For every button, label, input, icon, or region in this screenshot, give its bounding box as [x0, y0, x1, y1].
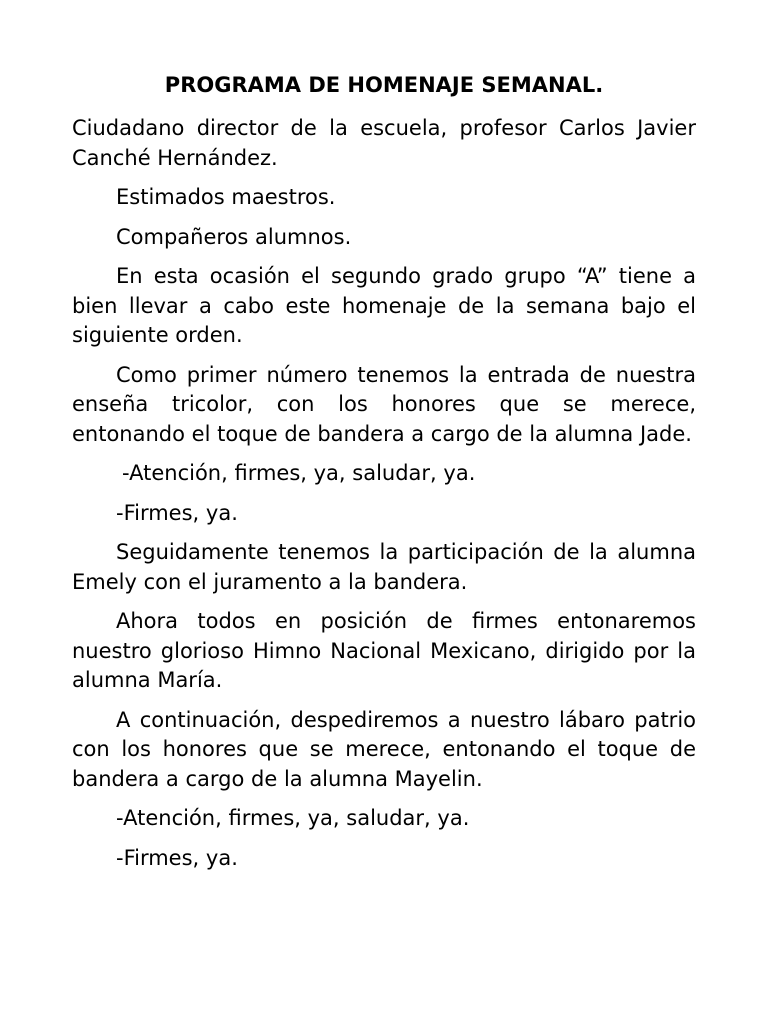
- paragraph-flag-entrance: Como primer número tenemos la entrada de nuestra enseña tricolor, con los honores que se merece, entonando el toque de bandera a cargo de la alumna Jade.: [72, 362, 696, 446]
- paragraph-flag-oath: Seguidamente tenemos la participación de la alumna Emely con el juramento a la bandera.: [72, 540, 696, 594]
- paragraph-command-salute-1: -Atención, firmes, ya, saludar, ya.: [122, 461, 476, 485]
- paragraph-national-anthem: Ahora todos en posición de firmes entonaremos nuestro glorioso Himno Nacional Mexicano, dirigido por la alumna María.: [72, 609, 696, 692]
- paragraph-greeting-director: Ciudadano director de la escuela, profesor Carlos Javier Canché Hernández.: [72, 116, 696, 170]
- document-title: PROGRAMA DE HOMENAJE SEMANAL.: [164, 73, 604, 97]
- paragraph-greeting-teachers: Estimados maestros.: [116, 185, 336, 209]
- paragraph-command-firm-1: -Firmes, ya.: [116, 500, 238, 525]
- paragraph-introduction: En esta ocasión el segundo grado grupo “A” tiene a bien llevar a cabo este homenaje de la semana bajo el siguiente orden.: [72, 264, 696, 347]
- paragraph-flag-farewell: A continuación, despediremos a nuestro lábaro patrio con los honores que se merece, entonando el toque de bandera a cargo de la alumna Mayelin.: [72, 707, 696, 791]
- paragraph-command-firm-2: -Firmes, ya.: [116, 845, 238, 870]
- paragraph-greeting-students: Compañeros alumnos.: [116, 224, 352, 249]
- paragraph-command-salute-2: -Atención, firmes, ya, saludar, ya.: [116, 806, 470, 830]
